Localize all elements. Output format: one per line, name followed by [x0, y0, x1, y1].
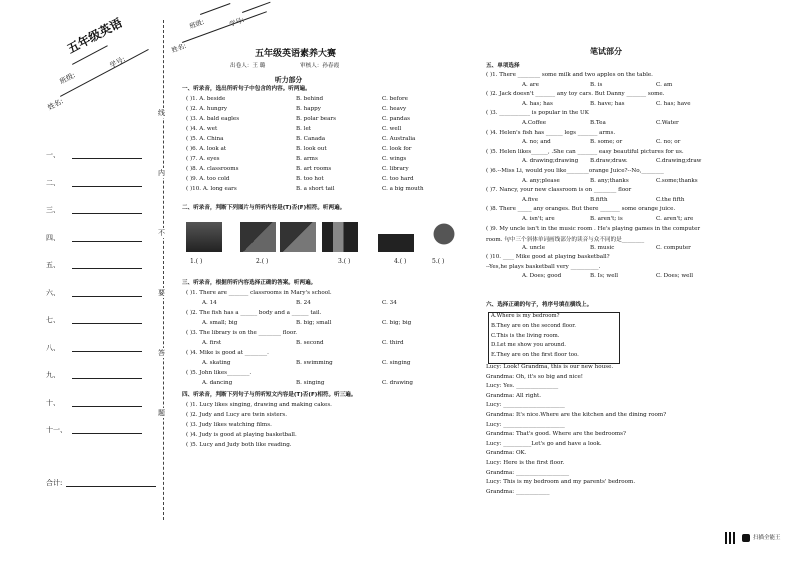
dialogue-line: Lucy: This is my bedroom and my parents' bedroom. [486, 479, 636, 486]
exam-setter: 出卷人：王 璐 [230, 63, 266, 69]
mc-options-row [486, 245, 756, 255]
option-c[interactable]: C. well [382, 126, 402, 132]
question-text: ( )1. There are _______ classrooms in Mary's school. [186, 290, 332, 296]
scanner-logo-icon [742, 534, 750, 542]
option-a[interactable]: A. uncle [522, 244, 546, 251]
section5-list [486, 72, 756, 283]
score-item-label: 十一、 [46, 426, 67, 434]
listening-q3-options [186, 320, 456, 330]
option-b[interactable]: B. music [590, 244, 615, 251]
score-item-line[interactable] [72, 213, 142, 214]
top-name-label: 姓名: [170, 41, 188, 55]
score-item-line[interactable] [72, 268, 142, 269]
score-item-line[interactable] [72, 433, 142, 434]
id-label: 学号: [108, 55, 127, 70]
option-c[interactable]: C. library [382, 166, 409, 172]
option-a[interactable]: A. drawing;drawing [522, 158, 579, 165]
score-item-label: 八、 [46, 343, 60, 352]
question-text: ( )5. John likes________. [186, 370, 252, 376]
option-a[interactable]: A. Does; good [522, 273, 562, 280]
mc-options-row [486, 139, 756, 149]
option-b[interactable]: B. some; or [590, 139, 623, 146]
option-b[interactable]: B. look out [296, 146, 327, 152]
dialogue-line: Lucy: ______________________ [486, 402, 565, 409]
mc-question-text: ( )5. Helen likes______, .She can _______ easy beautiful pictures for us. [486, 148, 684, 155]
score-item-line[interactable] [72, 296, 142, 297]
top-id-label: 学号: [228, 15, 246, 29]
option-b[interactable]: B. a short tail [296, 186, 335, 192]
listening-q3-question [186, 290, 456, 300]
option-a[interactable]: A. are [522, 81, 539, 88]
mc-options-row [486, 158, 756, 168]
listening-q3-options [186, 340, 456, 350]
option-sentence: A.Where is my bedroom? [491, 313, 560, 319]
score-item-label: 七、 [46, 316, 60, 324]
dialogue-line: Grandma: OK. [486, 450, 527, 457]
seal-char: 内 [158, 169, 165, 177]
option-b[interactable]: B. 24 [296, 300, 311, 306]
exam-title: 五年级英语素养大赛 [255, 49, 337, 59]
exam-reviewer: 审核人：孙春霞 [300, 63, 340, 69]
score-item-label: 九、 [46, 371, 60, 379]
listening-q1-row [186, 186, 456, 196]
picture-6 [426, 222, 462, 252]
seal-char: 题 [158, 409, 165, 417]
listening-q1-row [186, 106, 456, 116]
listening-q3-options [186, 380, 456, 390]
option-a[interactable]: ( )6. A. look at [186, 146, 227, 152]
picture-5 [378, 222, 414, 252]
picture-2 [240, 222, 276, 252]
option-a[interactable]: A.Coffee [522, 119, 547, 126]
option-a[interactable]: ( )8. A. classrooms [186, 166, 239, 172]
dialogue-line: Lucy: __________Let's go and have a look. [486, 440, 602, 447]
option-a[interactable]: A. small; big [202, 320, 238, 326]
mc-question-text: ( )10. ____ Mike good at playing basketball? [486, 254, 610, 261]
option-sentence: E.They are on the first floor too. [491, 352, 579, 359]
mc-question-text: ( )7. Nancy, your new classroom is on ________ floor [486, 187, 632, 194]
section3-list [186, 290, 456, 390]
listening-q1-row [186, 96, 456, 106]
picture-4 [322, 222, 358, 252]
total-label: 合计: [46, 479, 63, 487]
class-label: 班级: [58, 71, 77, 86]
qr-code-icon [725, 532, 737, 544]
listening-heading: 听力部分 [275, 76, 303, 84]
mc-question-text: ( )1. There ________ some milk and two apples on the table. [486, 72, 653, 78]
score-item-label: 六、 [46, 288, 60, 297]
score-item-line[interactable] [72, 158, 142, 159]
listening-q1-row [186, 116, 456, 126]
option-c[interactable]: C. a big mouth [382, 186, 424, 192]
option-b[interactable]: B. have; has [590, 100, 625, 107]
total-line[interactable] [66, 486, 156, 487]
score-item-label: 三、 [46, 206, 60, 214]
question-text: ( )2. The fish has a ______ body and a ______ tail. [186, 310, 322, 316]
option-b[interactable]: B. polar bears [296, 116, 336, 122]
seal-char: 要 [158, 289, 165, 297]
dialogue-list [486, 364, 756, 498]
option-c[interactable]: C. wings [382, 156, 407, 162]
option-c[interactable]: C. computer [656, 244, 691, 251]
listening-q1-row [186, 166, 456, 176]
section1-list [186, 96, 456, 196]
option-b[interactable]: B. is [590, 81, 603, 88]
mc-question-text: room. 句中三个斜体单词画线部分的读音与众不同的是________ [486, 237, 645, 244]
score-item-label: 十、 [46, 398, 60, 407]
question-text: ( )3. The library is on the ________ floor. [186, 330, 298, 336]
option-a[interactable]: A. 14 [202, 300, 217, 306]
score-item-line[interactable] [72, 378, 142, 379]
score-item-label: 四、 [46, 233, 60, 242]
option-b[interactable]: B. aren't; is [590, 215, 623, 222]
score-item-line[interactable] [72, 241, 142, 242]
option-sentence: D.Let me show you around. [491, 342, 566, 349]
mc-question-text: --Yes,he plays basketball very __________. [486, 263, 601, 270]
mc-options-row [486, 273, 756, 283]
dialogue-line: Grandma: All right. [486, 392, 542, 399]
picture-answer-label[interactable]: 5.( ) [432, 258, 445, 265]
option-a[interactable]: ( )7. A. eyes [186, 156, 220, 162]
option-sentence: B.They are on the second floor. [491, 322, 576, 329]
option-a[interactable]: A. first [202, 340, 222, 346]
mc-options-row [486, 216, 756, 226]
option-c[interactable]: C. pandas [382, 116, 410, 122]
listening-q3-question [186, 330, 456, 340]
seal-line [163, 20, 164, 520]
option-a[interactable]: ( )1. A. beside [186, 96, 226, 102]
top-class-label: 班级: [188, 17, 206, 31]
tf-statement: ( )1. Lucy likes singing, drawing and making cakes. [186, 402, 332, 408]
section1-heading: 一、听录音，选出所听句子中包含的内容。听两遍。 [182, 86, 311, 92]
option-a[interactable]: ( )9. A. too cold [186, 176, 230, 182]
section6-heading: 六、选择正确的句子，将序号填在横线上。 [486, 302, 593, 308]
listening-q1-row [186, 126, 456, 136]
score-item-line[interactable] [72, 351, 142, 352]
tf-statement: ( )5. Lucy and Judy both like reading. [186, 442, 292, 448]
option-c[interactable]: C. Does; well [656, 273, 694, 280]
option-b[interactable]: B. happy [296, 106, 321, 112]
section3-heading: 三、听录音，根据所听内容选择正确的答案。听两遍。 [182, 280, 317, 286]
question-text: ( )4. Mike is good at ________. [186, 350, 269, 356]
dialogue-line: Grandma: It's nice.Where are the kitchen and the dining room? [486, 411, 667, 418]
option-b[interactable]: B. art rooms [296, 166, 332, 172]
section5-heading: 五、单项选择 [486, 63, 520, 69]
picture-3 [280, 222, 316, 252]
tf-statement: ( )3. Judy likes watching films. [186, 422, 272, 428]
picture-answer-label[interactable]: 4.( ) [394, 258, 407, 265]
option-b[interactable]: B. behind [296, 96, 324, 102]
mc-options-row [486, 101, 756, 111]
option-sentence: C.This is the living room. [491, 332, 560, 339]
dialogue-line: Grandma: ____________ [486, 488, 550, 495]
option-a[interactable]: ( )4. A. wet [186, 126, 218, 132]
option-b[interactable]: B. arms [296, 156, 318, 162]
mc-options-row [486, 197, 756, 207]
option-b[interactable]: B. Is; well [590, 273, 619, 280]
option-c[interactable]: C.some;thanks [656, 177, 698, 184]
listening-q1-row [186, 156, 456, 166]
section4-heading: 四、听录音，判断下列句子与所听短文内容是(T)否(F)相符。听三遍。 [182, 392, 357, 398]
option-b[interactable]: B. singing [296, 380, 325, 386]
dialogue-line: Lucy: Yes. _______________ [486, 383, 559, 390]
mc-question-text: ( )4. Helen's fish has ______ legs _______ arms. [486, 129, 616, 136]
seal-char: 线 [158, 109, 165, 117]
option-c[interactable]: C. look for [382, 146, 412, 152]
option-b[interactable]: B. second [296, 340, 324, 346]
top-class-line[interactable] [200, 3, 230, 15]
score-item-line[interactable] [72, 186, 142, 187]
mc-question-text: ( )2. Jack doesn't _______ any toy cars. But Danny _______ some. [486, 91, 665, 98]
option-a[interactable]: ( )3. A. bald eagles [186, 116, 240, 122]
option-c[interactable]: C. aren't; are [656, 215, 694, 222]
option-b[interactable]: B. Canada [296, 136, 326, 142]
name-label: 姓名: [46, 97, 65, 112]
option-b[interactable]: B.fifth [590, 196, 608, 203]
option-b[interactable]: B. let [296, 126, 312, 132]
scanner-badge: 扫描全能王 [753, 535, 781, 541]
option-c[interactable]: C. singing [382, 360, 411, 366]
option-a[interactable]: ( )2. A. hungry [186, 106, 228, 112]
score-item-label: 二、 [46, 178, 60, 187]
listening-q3-question [186, 370, 456, 380]
option-c[interactable]: C.Water [656, 119, 679, 126]
mc-question-text: ( )3. ___________ is popular in the UK [486, 110, 589, 117]
option-c[interactable]: C. 34 [382, 300, 397, 306]
written-heading: 笔试部分 [590, 47, 622, 56]
section2-heading: 二、听录音，判断下列图片与所听内容是(T)否(F)相符。听两遍。 [182, 205, 346, 211]
dialogue-line: Grandma: That's good. Where are the bedrooms? [486, 431, 627, 438]
score-item-label: 一、 [46, 151, 60, 159]
option-c[interactable]: C. heavy [382, 106, 407, 112]
mc-question-text: ( )6.--Miss Li, would you like________orange Juice?--No,________ [486, 167, 664, 174]
option-b[interactable]: B. too hot [296, 176, 324, 182]
option-a[interactable]: ( )10. A. long ears [186, 186, 237, 192]
mc-options-row [486, 120, 756, 130]
seal-char: 答 [158, 349, 165, 357]
option-c[interactable]: C. too hard [382, 176, 414, 182]
option-a[interactable]: A. no; and [522, 139, 551, 146]
dialogue-line: Grandma: ___________________ [486, 469, 570, 476]
option-c[interactable]: C. drawing [382, 380, 413, 386]
listening-q1-row [186, 136, 456, 146]
picture-answer-label[interactable]: 1.( ) [190, 258, 203, 265]
dialogue-line: Lucy: Look! Grandma, this is our new house. [486, 364, 614, 370]
option-b[interactable]: B. swimming [296, 360, 333, 366]
option-c[interactable]: C. am [656, 81, 673, 88]
picture-answer-label[interactable]: 2.( ) [256, 258, 269, 265]
option-a[interactable]: A. isn't; are [522, 215, 555, 222]
option-c[interactable]: C. no; or [656, 139, 681, 146]
option-b[interactable]: B. big; small [296, 320, 332, 326]
option-c[interactable]: C. has; have [656, 100, 691, 107]
listening-q3-options [186, 360, 456, 370]
dialogue-line: Lucy: ______________________ [486, 421, 565, 428]
listening-q1-row [186, 176, 456, 186]
dialogue-line: Lucy: Here is the first floor. [486, 459, 565, 466]
score-item-line[interactable] [72, 406, 142, 407]
option-a[interactable]: A.five [522, 196, 539, 203]
option-a[interactable]: ( )5. A. China [186, 136, 224, 142]
tf-statement: ( )2. Judy and Lucy are twin sisters. [186, 412, 288, 418]
mc-options-row [486, 82, 756, 92]
picture-1 [186, 222, 222, 252]
option-b[interactable]: B.Tea [590, 119, 606, 126]
grade-title: 五年级英语 [64, 15, 125, 57]
option-c[interactable]: C. Australia [382, 136, 416, 142]
option-a[interactable]: A. any;please [522, 177, 560, 184]
option-c[interactable]: C.the fifth [656, 196, 685, 203]
listening-q3-question [186, 350, 456, 360]
option-b[interactable]: B.draw;draw. [590, 158, 628, 165]
tf-statement: ( )4. Judy is good at playing basketball. [186, 432, 297, 438]
option-c[interactable]: C.drawing;draw [656, 158, 702, 165]
option-c[interactable]: C. before [382, 96, 408, 102]
mc-question-text: ( )9. My uncle isn't in the music room . He's playing games in the computer [486, 225, 701, 232]
option-a[interactable]: A. has; has [522, 100, 553, 107]
options-list [491, 313, 619, 362]
option-a[interactable]: A. dancing [202, 380, 233, 386]
dialogue-line: Grandma: Oh, it's so big and nice! [486, 373, 584, 380]
listening-q1-row [186, 146, 456, 156]
option-c[interactable]: C. third [382, 340, 404, 346]
picture-answer-label[interactable]: 3.( ) [338, 258, 351, 265]
mc-options-row [486, 178, 756, 188]
option-b[interactable]: B. any;thanks [590, 177, 629, 184]
score-item-label: 五、 [46, 261, 60, 269]
option-c[interactable]: C. big; big [382, 320, 412, 326]
score-item-line[interactable] [72, 323, 142, 324]
listening-q3-options [186, 300, 456, 310]
option-a[interactable]: A. skating [202, 360, 231, 366]
seal-char: 不 [158, 229, 165, 237]
section4-list [186, 402, 456, 452]
listening-q3-question [186, 310, 456, 320]
mc-question-text: ( )8. There _____ any oranges. But there _______ some orange juice. [486, 206, 676, 213]
